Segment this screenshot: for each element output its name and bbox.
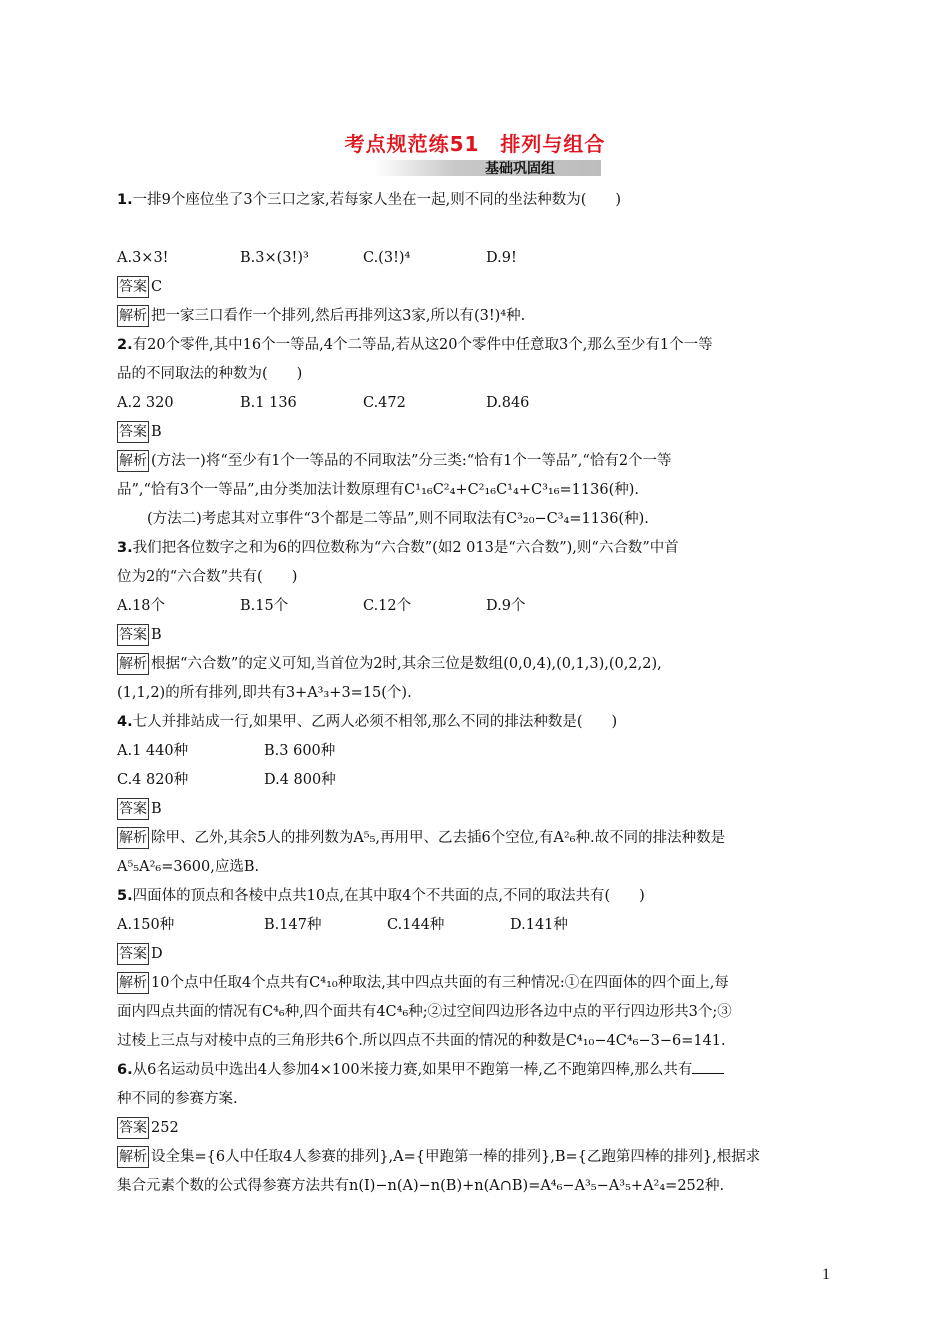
analysis-text: (方法一)将“至少有1个一等品的不同取法”分三类:“恰有1个一等品”,“恰有2个一等: [151, 453, 672, 469]
option-a: A.2 320: [117, 395, 174, 411]
analysis-tag: 解析: [117, 653, 149, 675]
options: [117, 766, 835, 795]
option-c: C.472: [363, 395, 406, 411]
option-d: D.141种: [510, 917, 568, 933]
answer-row: [117, 418, 835, 447]
options: [117, 244, 835, 273]
page-title: 考点规范练51 排列与组合: [344, 132, 606, 156]
answer-value: B: [151, 801, 162, 817]
option-d: D.846: [486, 395, 530, 411]
analysis-row: [117, 1143, 835, 1172]
option-b: B.1 136: [240, 395, 297, 411]
option-c: C.(3!)⁴: [363, 250, 411, 266]
question-5: [117, 882, 835, 911]
option-d: D.9个: [486, 598, 526, 614]
options: [117, 592, 835, 621]
question-4: [117, 708, 835, 737]
question-number: 3.: [117, 540, 133, 556]
answer-tag: 答案: [117, 624, 149, 646]
answer-tag: 答案: [117, 1117, 149, 1139]
option-b: B.3×(3!)³: [240, 250, 309, 266]
analysis-text-cont: 面内四点共面的情况有C⁴₆种,四个面共有4C⁴₆种;②过空间四边形各边中点的平行四边形共3个;③: [117, 1004, 732, 1020]
option-a: A.1 440种: [117, 743, 189, 759]
question-number: 1.: [117, 192, 133, 208]
question-text: 七人并排站成一行,如果甲、乙两人必须不相邻,那么不同的排法种数是( ): [132, 714, 618, 730]
answer-tag: 答案: [117, 421, 149, 443]
question-text-cont: 位为2的“六合数”共有( ): [117, 569, 298, 585]
answer-value: D: [151, 946, 163, 962]
option-d: D.9!: [486, 250, 517, 266]
answer-value: 252: [151, 1120, 179, 1136]
question-text-cont: 品的不同取法的种数为( ): [117, 366, 303, 382]
option-c: C.4 820种: [117, 772, 189, 788]
question-text: 我们把各位数字之和为6的四位数称为“六合数”(如2 013是“六合数”),则“六合数”中首: [132, 540, 679, 556]
analysis-text-cont: A⁵₅A²₆=3600,应选B.: [117, 859, 260, 875]
analysis-text: 根据“六合数”的定义可知,当首位为2时,其余三位是数组(0,0,4),(0,1,3),(0,2,2),: [151, 656, 662, 672]
analysis-tag: 解析: [117, 305, 149, 327]
question-3: [117, 534, 835, 563]
analysis-text-cont: (1,1,2)的所有排列,即共有3+A³₃+3=15(个).: [117, 685, 412, 701]
analysis-tag: 解析: [117, 1146, 149, 1168]
answer-row: [117, 1114, 835, 1143]
analysis-text-cont: (方法二)考虑其对立事件“3个都是二等品”,则不同取法有C³₂₀−C³₄=1136(种).: [147, 511, 649, 527]
analysis-text: 把一家三口看作一个排列,然后再排列这3家,所以有(3!)⁴种.: [151, 308, 526, 324]
analysis-text-cont: 过棱上三点与对棱中点的三角形共6个.所以四点不共面的情况的种数是C⁴₁₀−4C⁴₆−3−6=141.: [117, 1033, 726, 1049]
question-1: [117, 186, 835, 215]
analysis-row: [117, 824, 835, 853]
analysis-tag: 解析: [117, 450, 149, 472]
options: [117, 737, 835, 766]
analysis-row: [117, 969, 835, 998]
analysis-tag: 解析: [117, 972, 149, 994]
page-number: 1: [822, 1266, 830, 1283]
answer-value: C: [151, 279, 163, 295]
analysis-text: 除甲、乙外,其余5人的排列数为A⁵₅,再用甲、乙去插6个空位,有A²₆种.故不同的排法种数是: [151, 830, 726, 846]
question-number: 2.: [117, 337, 133, 353]
question-text: 从6名运动员中选出4人参加4×100米接力赛,如果甲不跑第一棒,乙不跑第四棒,那么共有: [132, 1062, 693, 1078]
option-b: B.147种: [264, 917, 322, 933]
answer-tag: 答案: [117, 943, 149, 965]
option-c: C.144种: [387, 917, 445, 933]
options: [117, 911, 835, 940]
answer-value: B: [151, 424, 162, 440]
answer-blank: [692, 1059, 724, 1074]
analysis-text-cont: 集合元素个数的公式得参赛方法共有n(I)−n(A)−n(B)+n(A∩B)=A⁴₆−A³₅−A³₅+A²₄=252种.: [117, 1178, 725, 1194]
analysis-row: [117, 650, 835, 679]
question-text: 四面体的顶点和各棱中点共10点,在其中取4个不共面的点,不同的取法共有( ): [132, 888, 645, 904]
answer-row: [117, 795, 835, 824]
question-text: 一排9个座位坐了3个三口之家,若每家人坐在一起,则不同的坐法种数为( ): [132, 192, 622, 208]
answer-value: B: [151, 627, 162, 643]
question-text-cont: 种不同的参赛方案.: [117, 1091, 238, 1107]
question-2: [117, 331, 835, 360]
option-a: A.150种: [117, 917, 175, 933]
question-6: [117, 1056, 835, 1085]
answer-row: [117, 273, 835, 302]
analysis-tag: 解析: [117, 827, 149, 849]
question-text: 有20个零件,其中16个一等品,4个二等品,若从这20个零件中任意取3个,那么至少有1个一等: [132, 337, 713, 353]
content: [117, 186, 835, 1201]
answer-tag: 答案: [117, 276, 149, 298]
question-number: 6.: [117, 1062, 133, 1078]
analysis-text: 设全集={6人中任取4人参赛的排列},A={甲跑第一棒的排列},B={乙跑第四棒的排列},根据求: [151, 1149, 761, 1165]
option-a: A.3×3!: [117, 250, 169, 266]
section-subtitle: 基础巩固组: [485, 161, 555, 177]
analysis-row: [117, 302, 835, 331]
option-a: A.18个: [117, 598, 166, 614]
option-b: B.3 600种: [264, 743, 336, 759]
option-d: D.4 800种: [264, 772, 336, 788]
answer-row: [117, 940, 835, 969]
answer-tag: 答案: [117, 798, 149, 820]
question-number: 4.: [117, 714, 133, 730]
analysis-text-cont: 品”,“恰有3个一等品”,由分类加法计数原理有C¹₁₆C²₄+C²₁₆C¹₄+C³₁₆=1136(种).: [117, 482, 639, 498]
options: [117, 389, 835, 418]
analysis-row: [117, 447, 835, 476]
analysis-text: 10个点中任取4个点共有C⁴₁₀种取法,其中四点共面的有三种情况:①在四面体的四个面上,每: [151, 975, 729, 991]
answer-row: [117, 621, 835, 650]
question-number: 5.: [117, 888, 133, 904]
option-b: B.15个: [240, 598, 289, 614]
option-c: C.12个: [363, 598, 412, 614]
